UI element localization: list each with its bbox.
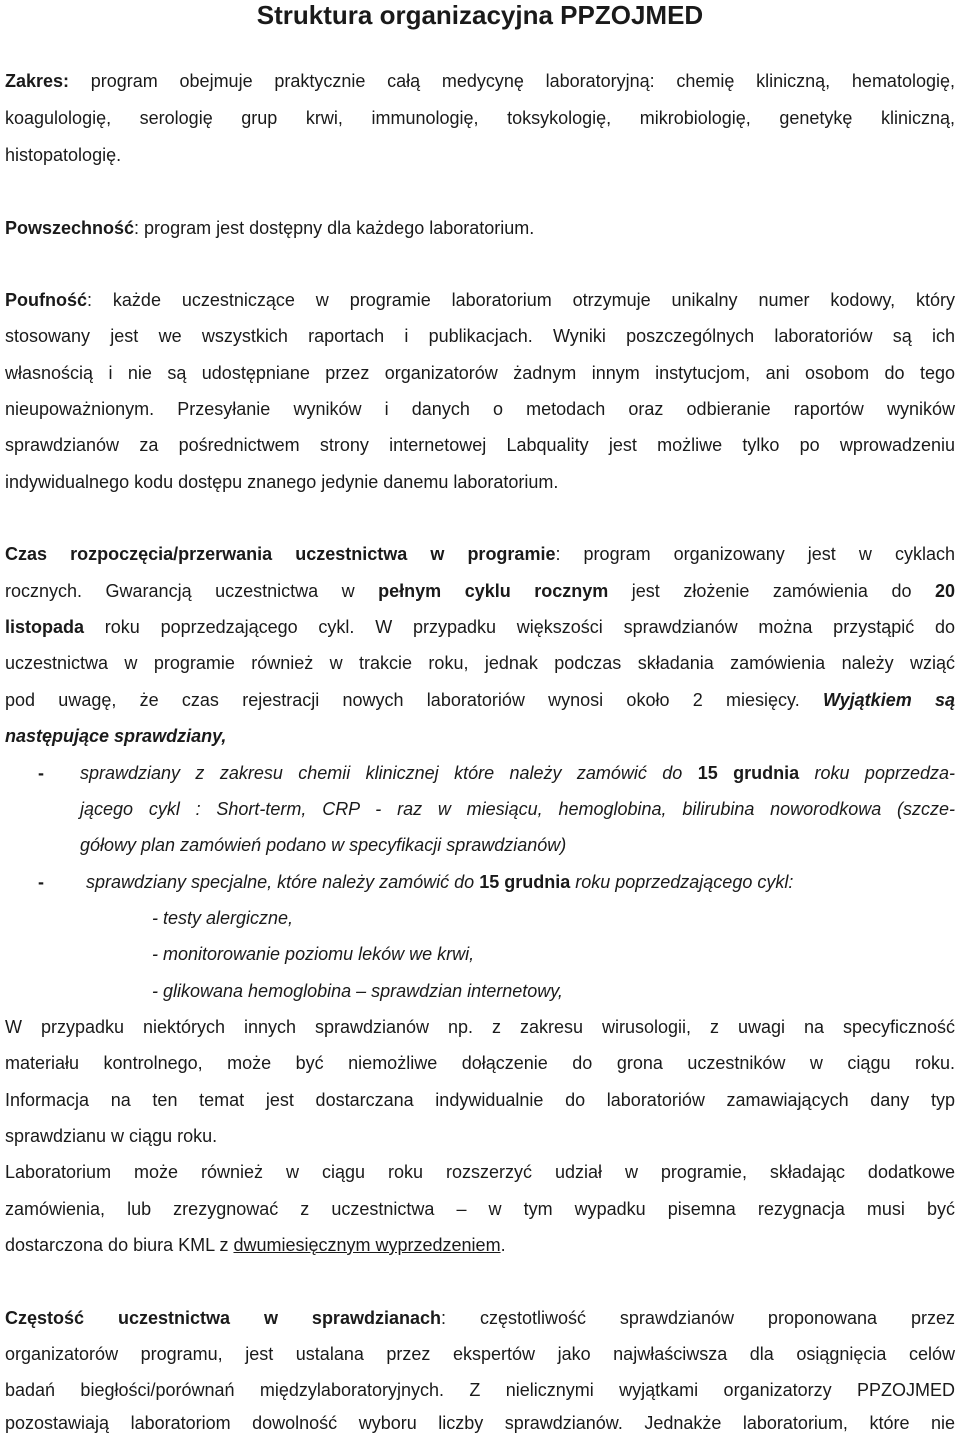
- czestosc-line-1: Częstość uczestnictwa w sprawdzianach: częstotliwość sprawdzianów proponowana przez: [5, 1308, 955, 1328]
- czestosc-line-2: organizatorów programu, jest ustalana przez ekspertów jako najwłaściwsza dla osiągnięcia celów: [5, 1344, 955, 1364]
- zakres-line-1: Zakres: program obejmuje praktycznie całą medycynę laboratoryjną: chemię kliniczną, hematologię,: [5, 71, 955, 91]
- list-item-1-dash: -: [38, 763, 44, 783]
- wirus-line-1: W przypadku niektórych innych sprawdzianów np. z zakresu wirusologii, z uwagi na specyficzność: [5, 1017, 955, 1037]
- list-item-1-line-3: gółowy plan zamówień podano w specyfikacji sprawdzianów): [80, 835, 567, 855]
- poufnosc-label: Poufność: [5, 290, 88, 310]
- zakres-line-3: histopatologię.: [5, 145, 122, 165]
- czestosc-line-3: badań biegłości/porównań międzylaboratoryjnych. Z nielicznymi wyjątkami organizatorzy PPZOJMED: [5, 1380, 955, 1400]
- czestosc-line-4: pozostawiają laboratoriom dowolność wyboru liczby sprawdzianów. Jednakże laboratorium, które nie: [5, 1413, 955, 1433]
- czas-line-1: Czas rozpoczęcia/przerwania uczestnictwa w programie: program organizowany jest w cyklach: [5, 544, 955, 564]
- czas-line-6: następujące sprawdziany,: [5, 726, 227, 746]
- wirus-line-2: materiału kontrolnego, może być niemożliwe dołączenie do grona uczestników w ciągu roku.: [5, 1053, 955, 1073]
- powszechnosc-line: Powszechność: program jest dostępny dla każdego laboratorium.: [5, 218, 535, 238]
- list-item-1-line-2: jącego cykl : Short-term, CRP - raz w miesiącu, hemoglobina, bilirubina noworodkowa (szcze-: [80, 799, 955, 819]
- czas-line-5: pod uwagę, że czas rejestracji nowych laboratoriów wynosi około 2 miesięcy. Wyjątkiem są: [5, 690, 956, 710]
- czas-line-2: rocznych. Gwarancją uczestnictwa w pełnym cyklu rocznym jest złożenie zamówienia do 20: [5, 581, 956, 601]
- poufnosc-line-5: sprawdzianów za pośrednictwem strony internetowej Labquality jest możliwe tylko po wprowadzeniu: [5, 435, 955, 455]
- list-item-2-dash: -: [38, 872, 44, 892]
- czas-label: Czas rozpoczęcia/przerwania uczestnictwa w programie: [5, 544, 556, 564]
- sub-item-monitorowanie: - monitorowanie poziomu leków we krwi,: [152, 944, 475, 964]
- poufnosc-line-2: stosowany jest we wszystkich raportach i publikacjach. Wyniki poszczególnych laboratoriów są ich: [5, 326, 955, 346]
- czestosc-label: Częstość uczestnictwa w sprawdzianach: [5, 1308, 441, 1328]
- wirus-line-3: Informacja na ten temat jest dostarczana indywidualnie do laboratoriów zamawiających dany typ: [5, 1090, 955, 1110]
- page-title: Struktura organizacyjna PPZOJMED: [256, 0, 704, 30]
- powszechnosc-label: Powszechność: [5, 218, 135, 238]
- czas-line-4: uczestnictwa w programie również w trakcie roku, jednak podczas składania zamówienia należy wziąć: [5, 653, 955, 673]
- rozszerz-line-1: Laboratorium może również w ciągu roku rozszerzyć udział w programie, składając dodatkowe: [5, 1162, 955, 1182]
- zakres-line-2: koagulologię, serologię grup krwi, immunologię, toksykologię, mikrobiologię, genetykę kliniczną,: [5, 108, 955, 128]
- sub-item-testy: - testy alergiczne,: [152, 908, 294, 928]
- sub-item-glikowana: - glikowana hemoglobina – sprawdzian internetowy,: [152, 981, 563, 1001]
- czas-line-3: listopada roku poprzedzającego cykl. W przypadku większości sprawdzianów można przystąpić do: [5, 617, 955, 637]
- rozszerz-line-3: dostarczona do biura KML z dwumiesięcznym wyprzedzeniem.: [5, 1235, 506, 1255]
- rozszerz-line-2: zamówienia, lub zrezygnować z uczestnictwa – w tym wypadku pisemna rezygnacja musi być: [5, 1199, 955, 1219]
- poufnosc-line-4: nieupoważnionym. Przesyłanie wyników i danych o metodach oraz odbieranie raportów wyników: [5, 399, 955, 419]
- poufnosc-line-1: Poufność: każde uczestniczące w programie laboratorium otrzymuje unikalny numer kodowy, który: [5, 290, 955, 310]
- wirus-line-4: sprawdzianu w ciągu roku.: [5, 1126, 218, 1146]
- list-item-1-line-1: sprawdziany z zakresu chemii klinicznej które należy zamówić do 15 grudnia roku poprzedza-: [80, 763, 955, 783]
- poufnosc-line-3: własnością i nie są udostępniane przez organizatorów żadnym innym instytucjom, ani osobom do tego: [5, 363, 955, 383]
- zakres-label: Zakres:: [5, 71, 70, 91]
- list-item-2-line-1: sprawdziany specjalne, które należy zamówić do 15 grudnia roku poprzedzającego cykl:: [86, 872, 794, 892]
- poufnosc-line-6: indywidualnego kodu dostępu znanego jedynie danemu laboratorium.: [5, 472, 559, 492]
